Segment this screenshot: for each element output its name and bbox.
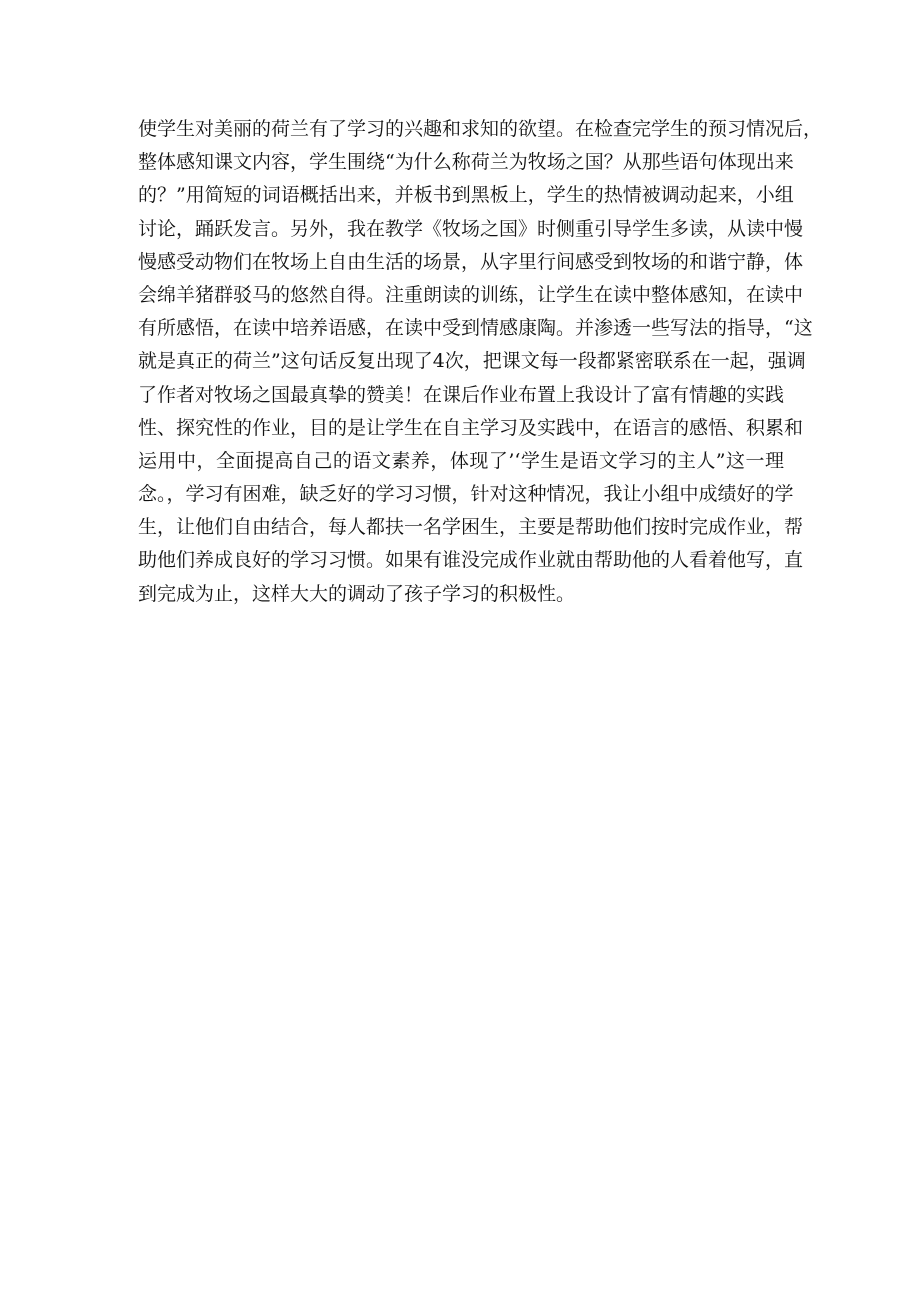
paragraph-line-3: 的？”用简短的词语概括出来，并板书到黑板上，学生的热情被调动起来，小组 bbox=[138, 184, 794, 207]
paragraph-line-2: 整体感知课文内容，学生围绕“为什么称荷兰为牧场之国？从那些语句体现出来 bbox=[138, 151, 794, 174]
paragraph-line-15: 到完成为止，这样大大的调动了孩子学习的积极性。 bbox=[138, 582, 576, 605]
body-paragraph bbox=[138, 113, 823, 611]
paragraph-line-11: 运用中，全面提高自己的语文素养，体现了’‘学生是语文学习的主人”这一理 bbox=[138, 449, 784, 472]
paragraph-line-9: 了作者对牧场之国最真挚的赞美！在课后作业布置上我设计了富有情趣的实践 bbox=[138, 383, 785, 406]
paragraph-line-8: 就是真正的荷兰”这句话反复出现了4次，把课文每一段都紧密联系在一起，强调 bbox=[138, 350, 806, 373]
paragraph-line-13: 生，让他们自由结合，每人都扶一名学困生，主要是帮助他们按时完成作业，帮 bbox=[138, 516, 804, 539]
paragraph-line-7: 有所感悟，在读中培养语感，在读中受到情感康陶。并渗透一些写法的指导，“这 bbox=[138, 317, 813, 340]
paragraph-line-6: 会绵羊猪群驳马的悠然自得。注重朗读的训练，让学生在读中整体感知，在读中 bbox=[138, 283, 804, 306]
paragraph-line-12: 念。，学习有困难，缺乏好的学习习惯，针对这种情况，我让小组中成绩好的学 bbox=[138, 483, 794, 506]
paragraph-line-14: 助他们养成良好的学习习惯。如果有谁没完成作业就由帮助他的人看着他写，直 bbox=[138, 549, 804, 572]
paragraph-line-4: 讨论，踊跃发言。另外，我在教学《牧场之国》时侧重引导学生多读，从读中慢 bbox=[138, 217, 804, 240]
paragraph-line-10: 性、探究性的作业，目的是让学生在自主学习及实践中，在语言的感悟、积累和 bbox=[138, 416, 804, 439]
paragraph-line-5: 慢感受动物们在牧场上自由生活的场景，从字里行间感受到牧场的和谐宁静，体 bbox=[138, 250, 804, 273]
paragraph-line-1: 使学生对美丽的荷兰有了学习的兴趣和求知的欲望。在检查完学生的预习情况后， bbox=[138, 118, 823, 140]
